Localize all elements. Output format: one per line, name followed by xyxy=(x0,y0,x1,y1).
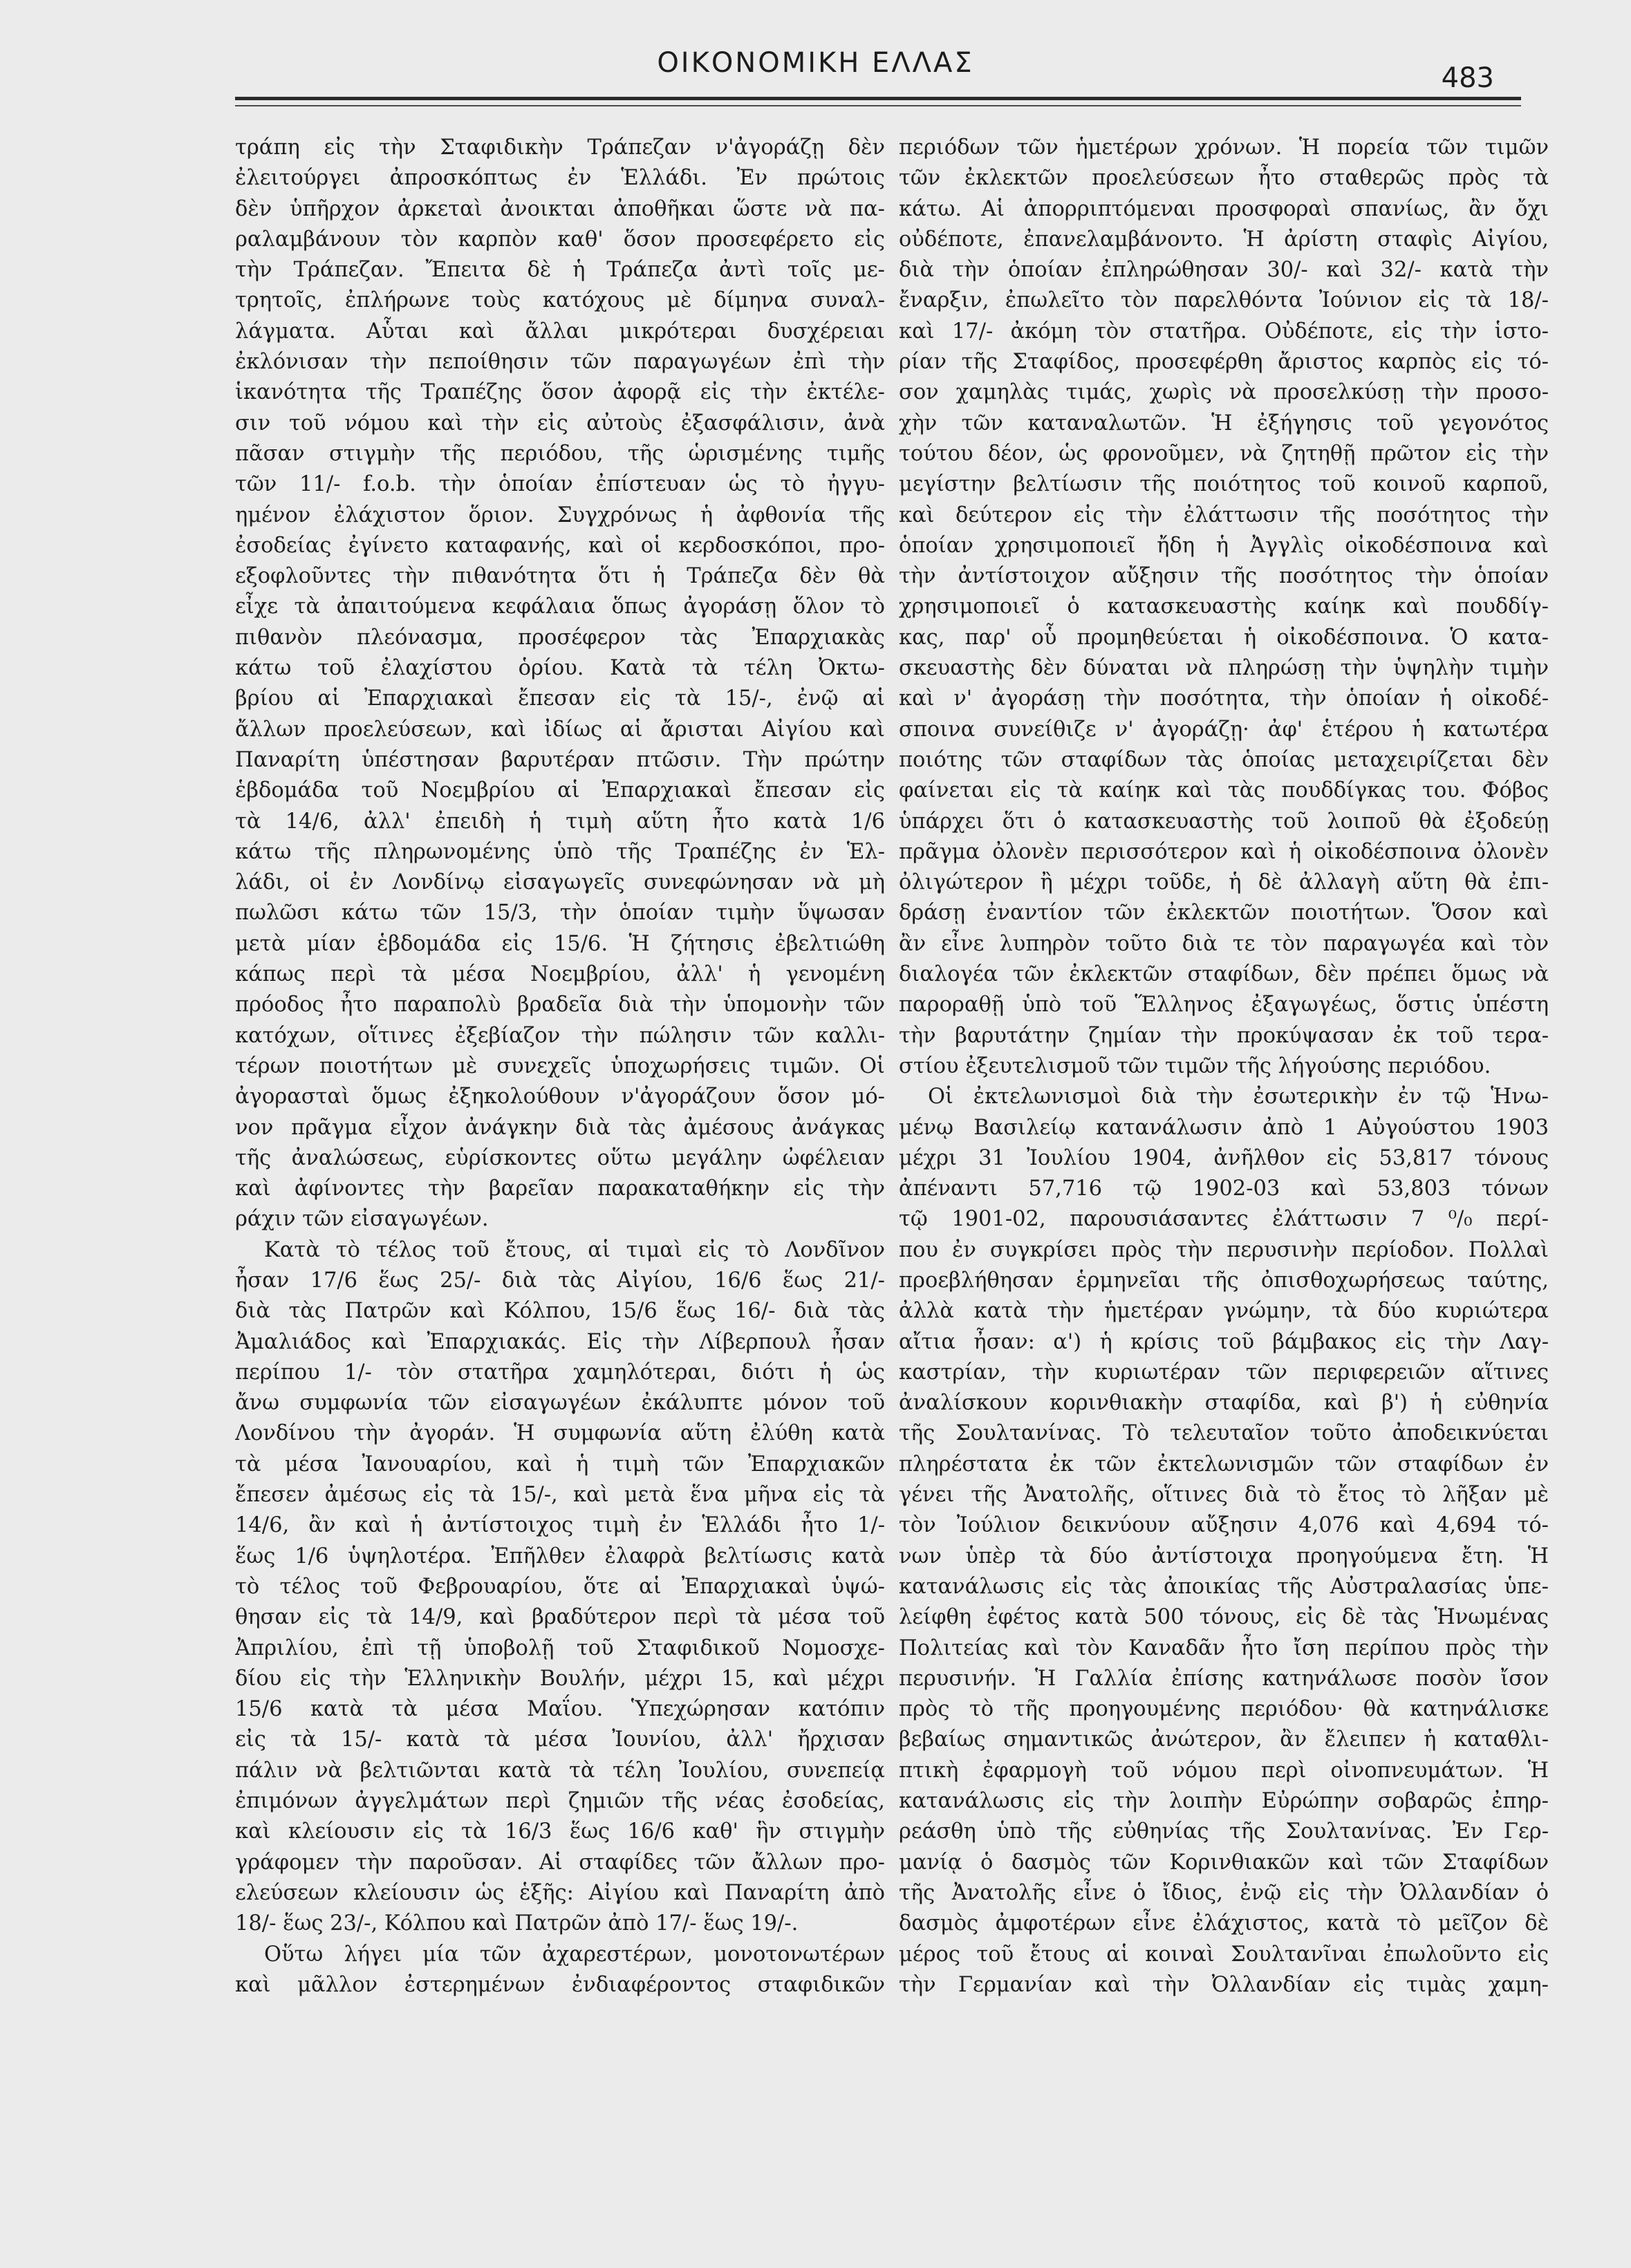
text-line: κατανάλωσις εἰς τὰς ἀποικίας τῆς Αὐστραλασίας ὑπε- xyxy=(899,1574,1549,1599)
text-line: αἴτια ἦσαν: α') ἡ κρίσις τοῦ βάμβακος εἰς τὴν Λαγ- xyxy=(899,1329,1549,1354)
text-column-left xyxy=(235,133,885,2000)
text-line: περίπου 1/- τὸν στατῆρα χαμηλότεραι, διότι ἡ ὡς xyxy=(235,1360,885,1385)
text-line: κάτω τῆς πληρωνομένης ὑπὸ τῆς Τραπέζης ἐν Ἑλ- xyxy=(235,839,885,864)
text-line: καὶ μᾶλλον ἐστερημένων ἐνδιαφέροντος σταφιδικῶν xyxy=(235,1972,885,1997)
text-line: πάλιν νὰ βελτιῶνται κατὰ τὰ τέλη Ἰουλίου, συνεπείᾳ xyxy=(235,1758,885,1783)
text-line: σιν τοῦ νόμου καὶ τὴν εἰς αὐτοὺς ἐξασφάλισιν, ἀνὰ xyxy=(235,411,885,435)
text-column-right xyxy=(899,133,1549,2000)
text-line: ἐλειτούργει ἀπροσκόπτως ἐν Ἑλλάδι. Ἐν πρώτοις xyxy=(235,166,885,191)
text-line: ρίαν τῆς Σταφίδος, προσεφέρθη ἄριστος καρπὸς εἰς τό- xyxy=(899,350,1549,375)
text-line: Οὕτω λήγει μία τῶν ἀχαρεστέρων, μονοτονωτέρων xyxy=(264,1942,885,1967)
text-line: ρεάσθη ὑπὸ τῆς εὐθηνίας τῆς Σουλτανίνας. Ἐν Γερ- xyxy=(899,1819,1549,1844)
text-line: τούτου δέον, ὡς φρονοῦμεν, νὰ ζητηθῇ πρῶτον εἰς τὴν xyxy=(899,441,1549,466)
text-line: σον χαμηλὰς τιμάς, χωρὶς νὰ προσελκύσῃ τὴν προσο- xyxy=(899,380,1549,405)
text-line: εἰς τὰ 15/- κατὰ τὰ μέσα Ἰουνίου, ἀλλ' ἤρχισαν xyxy=(235,1727,885,1752)
text-line: τὴν βαρυτάτην ζημίαν τὴν προκύψασαν ἐκ τοῦ τερα- xyxy=(899,1023,1549,1048)
text-line: ἄλλων προελεύσεων, καὶ ἰδίως αἱ ἄρισται Αἰγίου καὶ xyxy=(235,717,885,742)
text-line: πιθανὸν πλεόνασμα, προσέφερον τὰς Ἐπαρχιακὰς xyxy=(235,625,885,650)
text-line: κας, παρ' οὗ προμηθεύεται ἡ οἰκοδέσποινα. Ὁ κατα- xyxy=(899,625,1549,650)
text-line: δράσῃ ἐναντίον τῶν ἐκλεκτῶν ποιοτήτων. Ὅσον καὶ xyxy=(899,901,1549,926)
text-line: ἔναρξιν, ἐπωλεῖτο τὸν παρελθόντα Ἰούνιον εἰς τὰ 18/- xyxy=(899,288,1549,313)
text-line: τράπη εἰς τὴν Σταφιδικὴν Τράπεζαν ν'ἀγοράζῃ δὲν xyxy=(235,135,885,160)
text-line: ἐπιμόνων ἀγγελμάτων περὶ ζημιῶν τῆς νέας ἐσοδείας, xyxy=(235,1789,885,1814)
text-line: διαλογέα τῶν ἐκλεκτῶν σταφίδων, δὲν πρέπει ὅμως νὰ xyxy=(899,962,1549,987)
text-line: ἔπεσεν ἀμέσως εἰς τὰ 15/-, καὶ μετὰ ἕνα μῆνα εἰς τὰ xyxy=(235,1483,885,1508)
text-line: καὶ κλείουσιν εἰς τὰ 16/3 ἕως 16/6 καθ' ἣν στιγμὴν xyxy=(235,1819,885,1844)
running-head: ΟΙΚΟΝΟΜΙΚΗ ΕΛΛΑΣ xyxy=(657,47,974,79)
text-line: χὴν τῶν καταναλωτῶν. Ἡ ἐξήγησις τοῦ γεγονότος xyxy=(899,411,1549,435)
text-line: κάπως περὶ τὰ μέσα Νοεμβρίου, ἀλλ' ἡ γενομένη xyxy=(235,962,885,987)
text-line: κατανάλωσις εἰς τὴν λοιπὴν Εὐρώπην σοβαρῶς ἐπηρ- xyxy=(899,1789,1549,1814)
page-number: 483 xyxy=(1441,62,1494,94)
text-line: τῆς ἀναλώσεως, εὑρίσκοντες οὕτω μεγάλην ὠφέλειαν xyxy=(235,1145,885,1170)
text-line: ποιότης τῶν σταφίδων τὰς ὁποίας μεταχειρίζεται δὲν xyxy=(899,747,1549,772)
text-line: μετὰ μίαν ἑβδομάδα εἰς 15/6. Ἡ ζήτησις ἐβελτιώθη xyxy=(235,931,885,956)
text-line: Παναρίτη ὑπέστησαν βαρυτέραν πτῶσιν. Τὴν πρώτην xyxy=(235,747,885,772)
text-line: λάδι, οἱ ἐν Λονδίνῳ εἰσαγωγεῖς συνεφώνησαν νὰ μὴ xyxy=(235,870,885,895)
text-line: πρόοδος ἦτο παραπολὺ βραδεῖα διὰ τὴν ὑπομονὴν τῶν xyxy=(235,993,885,1018)
text-line: εξοφλοῦντες τὴν πιθανότητα ὅτι ἡ Τράπεζα δὲν θὰ xyxy=(235,564,885,589)
text-line: τὴν Γερμανίαν καὶ τὴν Ὀλλανδίαν εἰς τιμὰς χαμη- xyxy=(899,1972,1549,1997)
text-line: πρὸς τὸ τῆς προηγουμένης περιόδου· θὰ κατηνάλισκε xyxy=(899,1697,1549,1722)
text-line: δὲν ὑπῆρχον ἀρκεταὶ ἀνοικται ἀποθῆκαι ὥστε νὰ πα- xyxy=(235,196,885,221)
text-line: ἀλλὰ κατὰ τὴν ἡμετέραν γνώμην, τὰ δύο κυριώτερα xyxy=(899,1299,1549,1324)
text-line: ὑπάρχει ὅτι ὁ κατασκευαστὴς τοῦ λοιποῦ θὰ ἐξοδεύῃ xyxy=(899,809,1549,834)
text-line: κάτω. Αἱ ἀπορριπτόμεναι προσφοραὶ σπανίως, ἂν ὄχι xyxy=(899,196,1549,221)
text-line: ἕως 1/6 ὑψηλοτέρα. Ἐπῆλθεν ἐλαφρὰ βελτίωσις κατὰ xyxy=(235,1544,885,1568)
text-line: πληρέστατα ἐκ τῶν ἐκτελωνισμῶν τῶν σταφίδων ἐν xyxy=(899,1452,1549,1477)
text-line: τῆς Σουλτανίνας. Τὸ τελευταῖον τοῦτο ἀποδεικνύεται xyxy=(899,1421,1549,1446)
text-line: τὰ 14/6, ἀλλ' ἐπειδὴ ἡ τιμὴ αὕτη ἦτο κατὰ 1/6 xyxy=(235,809,885,834)
text-line: πᾶσαν στιγμὴν τῆς περιόδου, τῆς ὡρισμένης τιμῆς xyxy=(235,441,885,466)
text-line: ράχιν τῶν εἰσαγωγέων. xyxy=(235,1207,489,1232)
text-line: μέρος τοῦ ἔτους αἱ κοιναὶ Σουλτανῖναι ἐπωλοῦντο εἰς xyxy=(899,1942,1549,1967)
text-line: δίου εἰς τὴν Ἑλληνικὴν Βουλήν, μέχρι 15, καὶ μέχρι xyxy=(235,1666,885,1691)
text-line: τῷ 1901-02, παρουσιάσαντες ἐλάττωσιν 7 ⁰/₀ περί- xyxy=(899,1207,1549,1232)
text-line: προεβλήθησαν ἑρμηνεῖαι τῆς ὀπισθοχωρήσεως ταύτης, xyxy=(899,1268,1549,1293)
text-line: τρητοῖς, ἐπλήρωνε τοὺς κατόχους μὲ δίμηνα συναλ- xyxy=(235,288,885,313)
text-line: ἱκανότητα τῆς Τραπέζης ὅσον ἀφορᾷ εἰς τὴν ἐκτέλε- xyxy=(235,380,885,405)
text-line: παροραθῇ ὑπὸ τοῦ Ἕλληνος ἐξαγωγέως, ὅστις ὑπέστη xyxy=(899,993,1549,1018)
text-line: ραλαμβάνουν τὸν καρπὸν καθ' ὅσον προσεφέρετο εἰς xyxy=(235,227,885,252)
text-line: δασμὸς ἀμφοτέρων εἶνε ἐλάχιστος, κατὰ τὸ μεῖζον δὲ xyxy=(899,1911,1549,1936)
text-line: κατόχων, οἵτινες ἐξεβίαζον τὴν πώλησιν τῶν καλλι- xyxy=(235,1023,885,1048)
text-line: πρᾶγμα ὀλονὲν περισσότερον καὶ ἡ οἰκοδέσποινα ὀλονὲν xyxy=(899,839,1549,864)
text-line: μέχρι 31 Ἰουλίου 1904, ἀνῆλθον εἰς 53,817 τόνους xyxy=(899,1145,1549,1170)
text-line: γένει τῆς Ἀνατολῆς, οἵτινες διὰ τὸ ἔτος τὸ λῆξαν μὲ xyxy=(899,1483,1549,1508)
text-line: ἑβδομάδα τοῦ Νοεμβρίου αἱ Ἐπαρχιακαὶ ἔπεσαν εἰς xyxy=(235,778,885,803)
text-line: εἶχε τὰ ἀπαιτούμενα κεφάλαια ὅπως ἀγοράσῃ ὅλον τὸ xyxy=(235,594,885,619)
text-line: μένῳ Βασιλείῳ κατανάλωσιν ἀπὸ 1 Αὐγούστου 1903 xyxy=(899,1115,1549,1140)
text-line: διὰ τὰς Πατρῶν καὶ Κόλπου, 15/6 ἕως 16/- διὰ τὰς xyxy=(235,1299,885,1324)
text-line: πωλῶσι κάτω τῶν 15/3, τὴν ὁποίαν τιμὴν ὕψωσαν xyxy=(235,901,885,926)
text-line: βεβαίως σημαντικῶς ἀνώτερον, ἂν ἔλειπεν ἡ καταθλι- xyxy=(899,1727,1549,1752)
text-line: φαίνεται εἰς τὰ καίηκ καὶ τὰς πουδδίγκας του. Φόβος xyxy=(899,778,1549,803)
text-line: ἦσαν 17/6 ἕως 25/- διὰ τὰς Αἰγίου, 16/6 ἕως 21/- xyxy=(235,1268,885,1293)
text-line: χρησιμοποιεῖ ὁ κατασκευαστὴς καίηκ καὶ πουδδίγ- xyxy=(899,594,1549,619)
text-line: καστρίαν, τὴν κυριωτέραν τῶν περιφερειῶν αἵτινες xyxy=(899,1360,1549,1385)
text-line: τὸ τέλος τοῦ Φεβρουαρίου, ὅτε αἱ Ἐπαρχιακαὶ ὑψώ- xyxy=(235,1574,885,1599)
text-line: 14/6, ἂν καὶ ἡ ἀντίστοιχος τιμὴ ἐν Ἑλλάδι ἦτο 1/- xyxy=(235,1513,885,1538)
text-line: ὁποίαν χρησιμοποιεῖ ἤδη ἡ Ἀγγλὶς οἰκοδέσποινα καὶ xyxy=(899,533,1549,558)
text-line: 18/- ἕως 23/-, Κόλπου καὶ Πατρῶν ἀπὸ 17/- ἕως 19/-. xyxy=(235,1911,799,1936)
text-line: θησαν εἰς τὰ 14/9, καὶ βραδύτερον περὶ τὰ μέσα τοῦ xyxy=(235,1605,885,1630)
text-line: ημένον ἐλάχιστον ὅριον. Συγχρόνως ἡ ἀφθονία τῆς xyxy=(235,503,885,527)
text-line: τέρων ποιοτήτων μὲ συνεχεῖς ὑποχωρήσεις τιμῶν. Οἱ xyxy=(235,1053,885,1078)
text-line: πτικὴ ἐφαρμογὴ τοῦ νόμου περὶ οἰνοπνευμάτων. Ἡ xyxy=(899,1758,1549,1783)
text-line: μανίᾳ ὁ δασμὸς τῶν Κορινθιακῶν καὶ τῶν Σταφίδων xyxy=(899,1850,1549,1875)
text-line: σποινα συνείθιζε ν' ἀγοράζῃ· ἀφ' ἑτέρου ἡ κατωτέρα xyxy=(899,717,1549,742)
text-line: λείφθη ἐφέτος κατὰ 500 τόνους, εἰς δὲ τὰς Ἡνωμένας xyxy=(899,1605,1549,1630)
text-line: Οἱ ἐκτελωνισμοὶ διὰ τὴν ἐσωτερικὴν ἐν τῷ Ἡνω- xyxy=(928,1085,1549,1109)
text-line: στίου ἐξευτελισμοῦ τῶν τιμῶν τῆς λήγούσης περιόδου. xyxy=(899,1053,1491,1078)
text-line: Κατὰ τὸ τέλος τοῦ ἔτους, αἱ τιμαὶ εἰς τὸ Λονδῖνον xyxy=(264,1237,885,1262)
text-line: ὀλιγώτερον ἢ μέχρι τοῦδε, ἡ δὲ ἀλλαγὴ αὕτη θὰ ἐπι- xyxy=(899,870,1549,895)
text-line: διὰ τὴν ὁποίαν ἐπληρώθησαν 30/- καὶ 32/- κατὰ τὴν xyxy=(899,258,1549,283)
text-line: λάγματα. Αὗται καὶ ἄλλαι μικρότεραι δυσχέρειαι xyxy=(235,319,885,344)
text-line: που ἐν συγκρίσει πρὸς τὴν περυσινὴν περίοδον. Πολλαὶ xyxy=(899,1237,1549,1262)
text-line: τῶν 11/- f.o.b. τὴν ὁποίαν ἐπίστευαν ὡς τὸ ἠγγυ- xyxy=(235,472,885,497)
text-line: κάτω τοῦ ἐλαχίστου ὁρίου. Κατὰ τὰ τέλη Ὀκτω- xyxy=(235,656,885,681)
text-line: καὶ ν' ἀγοράσῃ τὴν ποσότητα, τὴν ὁποίαν ἡ οἰκοδέ- xyxy=(899,686,1549,711)
text-line: ἐσοδείας ἐγίνετο καταφανής, καὶ οἱ κερδοσκόποι, προ- xyxy=(235,533,885,558)
text-line: νων ὑπὲρ τὰ δύο ἀντίστοιχα προηγούμενα ἔτη. Ἡ xyxy=(899,1544,1549,1568)
text-line: περυσινήν. Ἡ Γαλλία ἐπίσης κατηνάλωσε ποσὸν ἴσον xyxy=(899,1666,1549,1691)
text-line: Ἀπριλίου, ἐπὶ τῇ ὑποβολῇ τοῦ Σταφιδικοῦ Νομοσχε- xyxy=(235,1636,885,1660)
text-line: Πολιτείας καὶ τὸν Καναδᾶν ἦτο ἴση περίπου πρὸς τὴν xyxy=(899,1636,1549,1660)
text-line: 15/6 κατὰ τὰ μέσα Μαΐου. Ὑπεχώρησαν κατόπιν xyxy=(235,1697,885,1722)
text-line: τὸν Ἰούλιον δεικνύουν αὔξησιν 4,076 καὶ 4,694 τό- xyxy=(899,1513,1549,1538)
text-line: τὰ μέσα Ἰανουαρίου, καὶ ἡ τιμὴ τῶν Ἐπαρχιακῶν xyxy=(235,1452,885,1477)
text-line: τῶν ἐκλεκτῶν προελεύσεων ἦτο σταθερῶς πρὸς τὰ xyxy=(899,166,1549,191)
text-line: Λονδίνου τὴν ἀγοράν. Ἡ συμφωνία αὕτη ἐλύθη κατὰ xyxy=(235,1421,885,1446)
text-line: μεγίστην βελτίωσιν τῆς ποιότητος τοῦ κοινοῦ καρποῦ, xyxy=(899,472,1549,497)
text-line: σκευαστὴς δὲν δύναται νὰ πληρώσῃ τὴν ὑψηλὴν τιμὴν xyxy=(899,656,1549,681)
text-line: οὐδέποτε, ἐπανελαμβάνοντο. Ἡ ἀρίστη σταφὶς Αἰγίου, xyxy=(899,227,1549,252)
text-line: ἀναλίσκουν κορινθιακὴν σταφίδα, καὶ β') ἡ εὐθηνία xyxy=(899,1391,1549,1416)
text-line: ἀπέναντι 57,716 τῷ 1902-03 καὶ 53,803 τόνων xyxy=(899,1177,1549,1201)
text-line: ἂν εἶνε λυπηρὸν τοῦτο διὰ τε τὸν παραγωγέα καὶ τὸν xyxy=(899,931,1549,956)
text-line: καὶ 17/- ἀκόμη τὸν στατῆρα. Οὐδέποτε, εἰς τὴν ἱστο- xyxy=(899,319,1549,344)
text-line: τῆς Ἀνατολῆς εἶνε ὁ ἴδιος, ἐνῷ εἰς τὴν Ὀλλανδίαν ὁ xyxy=(899,1880,1549,1905)
text-line: γράφομεν τὴν παροῦσαν. Αἱ σταφίδες τῶν ἄλλων προ- xyxy=(235,1850,885,1875)
text-line: τὴν Τράπεζαν. Ἔπειτα δὲ ἡ Τράπεζα ἀντὶ τοῖς με- xyxy=(235,258,885,283)
text-line: περιόδων τῶν ἡμετέρων χρόνων. Ἡ πορεία τῶν τιμῶν xyxy=(899,135,1549,160)
text-line: καὶ δεύτερον εἰς τὴν ἐλάττωσιν τῆς ποσότητος τὴν xyxy=(899,503,1549,527)
text-line: καὶ ἀφίνοντες τὴν βαρεῖαν παρακαταθήκην εἰς τὴν xyxy=(235,1177,885,1201)
text-line: ἄνω συμφωνία τῶν εἰσαγωγέων ἐκάλυπτε μόνον τοῦ xyxy=(235,1391,885,1416)
text-line: βρίου αἱ Ἐπαρχιακαὶ ἔπεσαν εἰς τὰ 15/-, ἐνῷ αἱ xyxy=(235,686,885,711)
text-line: νον πρᾶγμα εἶχον ἀνάγκην διὰ τὰς ἀμέσους ἀνάγκας xyxy=(235,1115,885,1140)
text-line: τὴν ἀντίστοιχον αὔξησιν τῆς ποσότητος τὴν ὁποίαν xyxy=(899,564,1549,589)
text-line: ελεύσεων κλείουσιν ὡς ἑξῆς: Αἰγίου καὶ Παναρίτη ἀπὸ xyxy=(235,1880,885,1905)
header-rule-thick xyxy=(235,97,1521,100)
text-line: ἀγορασταὶ ὅμως ἐξηκολούθουν ν'ἀγοράζουν ὅσον μό- xyxy=(235,1085,885,1109)
header-rule-thin xyxy=(235,105,1521,106)
text-line: Ἀμαλιάδος καὶ Ἐπαρχιακάς. Εἰς τὴν Λίβερπουλ ἦσαν xyxy=(235,1329,885,1354)
text-line: ἐκλόνισαν τὴν πεποίθησιν τῶν παραγωγέων ἐπὶ τὴν xyxy=(235,350,885,375)
